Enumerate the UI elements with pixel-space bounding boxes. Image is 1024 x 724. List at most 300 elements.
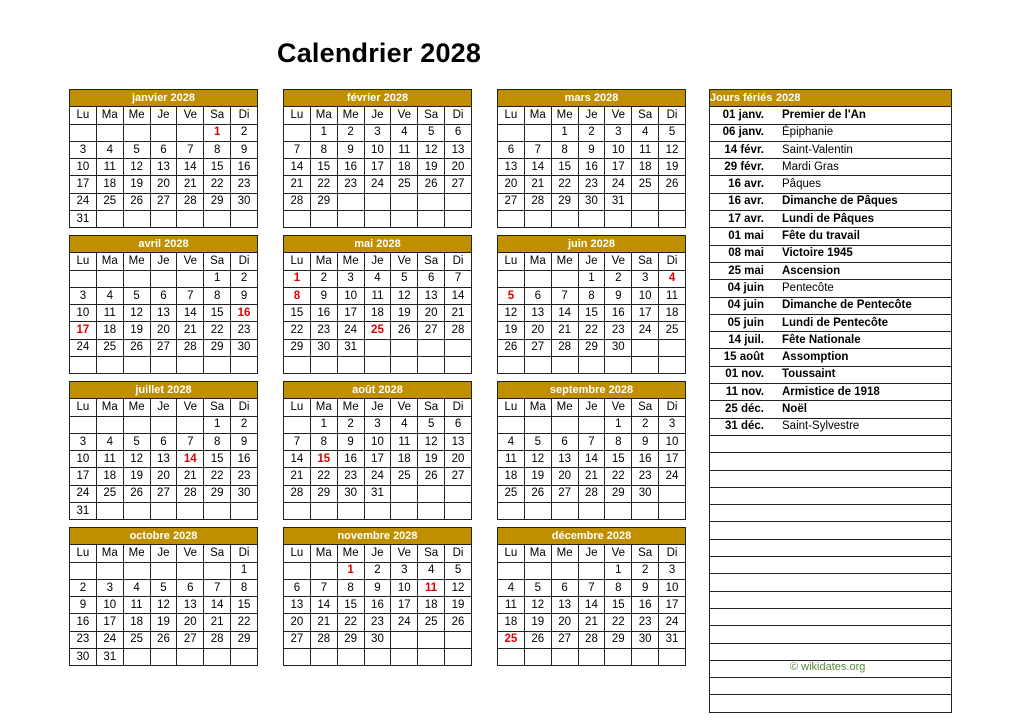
day-cell: [123, 211, 150, 228]
week-row: [498, 416, 686, 433]
day-cell: 25: [498, 631, 525, 648]
day-cell: [284, 649, 311, 666]
day-name: Lu: [70, 545, 97, 562]
holiday-empty-row: [710, 574, 952, 591]
day-cell: 3: [70, 433, 97, 450]
day-cell: 29: [337, 631, 364, 648]
day-cell: [551, 503, 578, 520]
holiday-date: [710, 522, 773, 539]
day-cell: [498, 124, 525, 141]
day-cell: [204, 357, 231, 374]
day-name: Lu: [498, 545, 525, 562]
day-cell: 15: [310, 451, 337, 468]
day-cell: 19: [391, 305, 418, 322]
day-cell: [605, 503, 632, 520]
day-cell: [364, 193, 391, 210]
day-cell: 28: [284, 193, 311, 210]
day-name: Sa: [204, 107, 231, 124]
day-cell: 12: [123, 305, 150, 322]
month-title: mai 2028: [284, 236, 472, 253]
day-cell: 3: [70, 141, 97, 158]
day-cell: 24: [632, 322, 659, 339]
week-row: [498, 562, 686, 579]
day-cell: 20: [284, 614, 311, 631]
day-cell: 14: [177, 305, 204, 322]
day-cell: 23: [70, 631, 97, 648]
day-cell: 14: [578, 451, 605, 468]
day-cell: [445, 631, 472, 648]
day-cell: 14: [445, 287, 472, 304]
day-cell: 25: [498, 485, 525, 502]
day-cell: 24: [96, 631, 123, 648]
day-cell: 24: [364, 468, 391, 485]
day-cell: 5: [524, 433, 551, 450]
week-row: [284, 287, 472, 304]
day-cell: 10: [391, 579, 418, 596]
day-cell: 11: [498, 597, 525, 614]
day-cell: 16: [337, 159, 364, 176]
day-name: Je: [578, 107, 605, 124]
day-cell: 10: [364, 433, 391, 450]
week-row: [498, 305, 686, 322]
month-table: [497, 89, 686, 228]
day-cell: [310, 211, 337, 228]
day-cell: 1: [310, 416, 337, 433]
week-row: [70, 649, 258, 666]
day-cell: [364, 339, 391, 356]
month-table: [283, 381, 472, 520]
week-row: [284, 270, 472, 287]
week-row: [498, 631, 686, 648]
day-cell: 13: [150, 451, 177, 468]
month-table: [283, 235, 472, 374]
day-cell: 6: [551, 433, 578, 450]
day-name: Ma: [310, 107, 337, 124]
holiday-date: [710, 435, 773, 452]
day-cell: 16: [364, 597, 391, 614]
day-cell: 22: [310, 176, 337, 193]
day-name: Ve: [391, 545, 418, 562]
day-cell: 25: [96, 339, 123, 356]
holiday-date: [710, 574, 773, 591]
day-cell: 5: [659, 124, 686, 141]
day-cell: 31: [70, 211, 97, 228]
day-cell: 11: [391, 141, 418, 158]
day-cell: [337, 649, 364, 666]
day-name: Me: [123, 253, 150, 270]
day-cell: [524, 562, 551, 579]
week-row: [70, 159, 258, 176]
holiday-row: [710, 228, 952, 245]
day-cell: [337, 193, 364, 210]
day-cell: 30: [605, 339, 632, 356]
day-cell: 18: [391, 451, 418, 468]
day-cell: 11: [96, 451, 123, 468]
day-cell: [605, 649, 632, 666]
day-cell: [578, 503, 605, 520]
day-cell: [231, 211, 258, 228]
day-cell: [70, 562, 97, 579]
day-cell: 6: [551, 579, 578, 596]
day-cell: 19: [123, 468, 150, 485]
day-cell: 4: [96, 287, 123, 304]
day-cell: 24: [70, 485, 97, 502]
month-table: [69, 235, 258, 374]
day-cell: [150, 211, 177, 228]
holiday-date: [710, 557, 773, 574]
day-cell: [337, 211, 364, 228]
day-cell: 26: [391, 322, 418, 339]
day-name: Lu: [498, 107, 525, 124]
holiday-name: Armistice de 1918: [772, 384, 952, 401]
day-cell: 27: [177, 631, 204, 648]
day-cell: 16: [632, 451, 659, 468]
week-row: [70, 124, 258, 141]
holidays-header: [710, 90, 952, 107]
day-cell: 10: [70, 451, 97, 468]
day-cell: [310, 649, 337, 666]
day-cell: 8: [337, 579, 364, 596]
week-row: [284, 597, 472, 614]
day-cell: 18: [96, 468, 123, 485]
day-cell: [418, 649, 445, 666]
holiday-row: [710, 262, 952, 279]
day-cell: 3: [605, 124, 632, 141]
day-cell: 16: [632, 597, 659, 614]
day-cell: [177, 562, 204, 579]
day-cell: 26: [524, 485, 551, 502]
day-cell: 13: [445, 141, 472, 158]
day-cell: 13: [551, 597, 578, 614]
holiday-date: 01 mai: [710, 228, 773, 245]
holiday-row: [710, 418, 952, 435]
month-table: [283, 89, 472, 228]
day-name: Ve: [605, 399, 632, 416]
day-cell: [498, 416, 525, 433]
day-cell: [632, 357, 659, 374]
day-cell: [150, 649, 177, 666]
day-cell: 19: [418, 451, 445, 468]
day-cell: 10: [659, 579, 686, 596]
holiday-date: 04 juin: [710, 280, 773, 297]
day-cell: [96, 503, 123, 520]
day-cell: [337, 503, 364, 520]
day-cell: 21: [204, 614, 231, 631]
holiday-row: [710, 159, 952, 176]
holiday-empty-row: [710, 505, 952, 522]
day-cell: [150, 124, 177, 141]
day-cell: 26: [418, 468, 445, 485]
day-cell: [498, 649, 525, 666]
day-cell: [123, 124, 150, 141]
day-cell: 6: [445, 416, 472, 433]
day-cell: 22: [204, 176, 231, 193]
holiday-empty-row: [710, 539, 952, 556]
day-cell: 14: [284, 451, 311, 468]
day-cell: 28: [578, 631, 605, 648]
day-cell: 2: [578, 124, 605, 141]
day-cell: 17: [391, 597, 418, 614]
day-cell: 27: [445, 176, 472, 193]
day-cell: 4: [391, 416, 418, 433]
day-cell: 18: [391, 159, 418, 176]
holiday-name: [772, 626, 952, 643]
day-cell: 4: [96, 141, 123, 158]
day-cell: 12: [524, 451, 551, 468]
day-cell: 11: [632, 141, 659, 158]
holiday-row: [710, 401, 952, 418]
week-row: [70, 562, 258, 579]
week-row: [284, 159, 472, 176]
day-cell: [177, 124, 204, 141]
day-cell: [498, 562, 525, 579]
day-cell: [391, 631, 418, 648]
day-cell: [337, 357, 364, 374]
day-name: Lu: [70, 399, 97, 416]
day-cell: 24: [659, 468, 686, 485]
day-cell: 11: [498, 451, 525, 468]
day-cell: 15: [605, 597, 632, 614]
day-cell: [96, 562, 123, 579]
day-cell: 22: [284, 322, 311, 339]
week-row: [70, 305, 258, 322]
day-name: Je: [578, 545, 605, 562]
day-cell: 20: [418, 305, 445, 322]
day-cell: 13: [551, 451, 578, 468]
day-cell: 12: [418, 141, 445, 158]
day-cell: 1: [578, 270, 605, 287]
day-cell: [632, 211, 659, 228]
day-cell: 24: [605, 176, 632, 193]
day-cell: 3: [337, 270, 364, 287]
day-cell: 5: [418, 124, 445, 141]
day-cell: 28: [578, 485, 605, 502]
day-cell: 1: [204, 124, 231, 141]
day-name: Je: [150, 253, 177, 270]
day-cell: 20: [445, 159, 472, 176]
day-cell: 27: [284, 631, 311, 648]
day-cell: 30: [632, 631, 659, 648]
holiday-name: [772, 470, 952, 487]
day-cell: [123, 270, 150, 287]
day-cell: 10: [605, 141, 632, 158]
day-cell: [551, 357, 578, 374]
day-cell: 17: [632, 305, 659, 322]
day-cell: [364, 211, 391, 228]
holiday-name: Pâques: [772, 176, 952, 193]
day-name: Je: [578, 253, 605, 270]
day-cell: 21: [578, 468, 605, 485]
day-cell: [204, 649, 231, 666]
day-cell: 11: [391, 433, 418, 450]
holiday-name: [772, 591, 952, 608]
day-cell: 15: [310, 159, 337, 176]
day-name: Ma: [524, 107, 551, 124]
day-cell: 28: [524, 193, 551, 210]
week-row: [498, 503, 686, 520]
day-cell: 17: [70, 468, 97, 485]
day-cell: [310, 357, 337, 374]
day-cell: 2: [70, 579, 97, 596]
day-name: Ve: [177, 253, 204, 270]
week-row: [284, 579, 472, 596]
day-cell: [70, 416, 97, 433]
day-name: Di: [445, 253, 472, 270]
credit-text[interactable]: © wikidates.org: [790, 661, 866, 673]
month-title: octobre 2028: [70, 528, 258, 545]
month-table: [69, 381, 258, 520]
day-cell: 1: [204, 270, 231, 287]
day-name: Lu: [284, 107, 311, 124]
day-cell: [632, 503, 659, 520]
day-cell: 20: [150, 468, 177, 485]
week-row: [70, 211, 258, 228]
day-cell: [551, 562, 578, 579]
month-title: janvier 2028: [70, 90, 258, 107]
day-cell: 21: [551, 322, 578, 339]
holiday-date: [710, 505, 773, 522]
holiday-name: Toussaint: [772, 366, 952, 383]
day-cell: 17: [659, 597, 686, 614]
day-cell: 15: [204, 451, 231, 468]
day-cell: 2: [231, 124, 258, 141]
day-cell: 25: [632, 176, 659, 193]
day-cell: 3: [364, 124, 391, 141]
day-cell: 20: [150, 322, 177, 339]
month-table: [69, 527, 258, 666]
week-row: [498, 270, 686, 287]
month-table: [497, 527, 686, 666]
holiday-name: Fête Nationale: [772, 332, 952, 349]
day-cell: [150, 503, 177, 520]
day-cell: 28: [284, 485, 311, 502]
holiday-date: 17 avr.: [710, 211, 773, 228]
holiday-date: 29 févr.: [710, 159, 773, 176]
day-cell: [123, 357, 150, 374]
day-cell: 4: [391, 124, 418, 141]
day-cell: 16: [605, 305, 632, 322]
week-row: [498, 468, 686, 485]
day-cell: 9: [632, 579, 659, 596]
day-cell: 12: [498, 305, 525, 322]
day-name: Sa: [632, 253, 659, 270]
day-cell: [204, 503, 231, 520]
day-cell: [659, 211, 686, 228]
holiday-date: [710, 660, 773, 677]
week-row: [284, 631, 472, 648]
day-name: Sa: [418, 399, 445, 416]
week-row: [498, 579, 686, 596]
day-cell: [177, 270, 204, 287]
holiday-date: [710, 643, 773, 660]
day-cell: 8: [605, 579, 632, 596]
holiday-empty-row: [710, 608, 952, 625]
day-cell: 1: [337, 562, 364, 579]
day-cell: [659, 193, 686, 210]
day-cell: 4: [418, 562, 445, 579]
holiday-date: [710, 487, 773, 504]
day-cell: 17: [70, 176, 97, 193]
day-name: Di: [659, 253, 686, 270]
day-cell: 22: [578, 322, 605, 339]
holiday-row: [710, 384, 952, 401]
day-cell: 22: [310, 468, 337, 485]
day-cell: 6: [150, 287, 177, 304]
day-cell: [177, 211, 204, 228]
day-name: Me: [337, 545, 364, 562]
day-cell: 3: [659, 562, 686, 579]
day-cell: 5: [524, 579, 551, 596]
day-cell: 22: [204, 322, 231, 339]
day-cell: 8: [605, 433, 632, 450]
day-cell: 15: [551, 159, 578, 176]
day-name: Je: [578, 399, 605, 416]
day-cell: 7: [578, 579, 605, 596]
day-cell: 19: [659, 159, 686, 176]
holiday-date: 04 juin: [710, 297, 773, 314]
day-cell: 25: [391, 176, 418, 193]
day-cell: 9: [605, 287, 632, 304]
day-cell: 6: [150, 433, 177, 450]
day-cell: 1: [605, 562, 632, 579]
day-cell: [659, 649, 686, 666]
day-name: Me: [337, 399, 364, 416]
week-row: [70, 339, 258, 356]
day-cell: [231, 503, 258, 520]
day-cell: 14: [578, 597, 605, 614]
week-row: [498, 176, 686, 193]
day-cell: 14: [177, 159, 204, 176]
day-cell: [123, 503, 150, 520]
week-row: [70, 597, 258, 614]
day-name: Sa: [632, 545, 659, 562]
day-cell: 25: [391, 468, 418, 485]
day-cell: [123, 416, 150, 433]
week-row: [284, 176, 472, 193]
day-cell: 8: [310, 141, 337, 158]
day-cell: [204, 211, 231, 228]
day-cell: 18: [123, 614, 150, 631]
holiday-name: [772, 695, 952, 712]
month-title: août 2028: [284, 382, 472, 399]
day-cell: 6: [418, 270, 445, 287]
day-cell: [391, 211, 418, 228]
day-cell: 1: [605, 416, 632, 433]
day-cell: [284, 416, 311, 433]
day-cell: 24: [70, 339, 97, 356]
month-title: février 2028: [284, 90, 472, 107]
day-name: Je: [364, 545, 391, 562]
day-name: Sa: [418, 107, 445, 124]
day-cell: 31: [364, 485, 391, 502]
week-row: [498, 357, 686, 374]
day-cell: [70, 357, 97, 374]
day-cell: 3: [391, 562, 418, 579]
day-cell: 11: [418, 579, 445, 596]
day-cell: [578, 562, 605, 579]
day-cell: [551, 270, 578, 287]
day-name: Ve: [391, 253, 418, 270]
day-cell: 19: [418, 159, 445, 176]
day-cell: 13: [498, 159, 525, 176]
day-cell: 21: [578, 614, 605, 631]
day-cell: 30: [310, 339, 337, 356]
day-cell: [659, 357, 686, 374]
day-cell: 6: [284, 579, 311, 596]
day-cell: 23: [632, 614, 659, 631]
holiday-date: 15 août: [710, 349, 773, 366]
day-name: Lu: [284, 545, 311, 562]
